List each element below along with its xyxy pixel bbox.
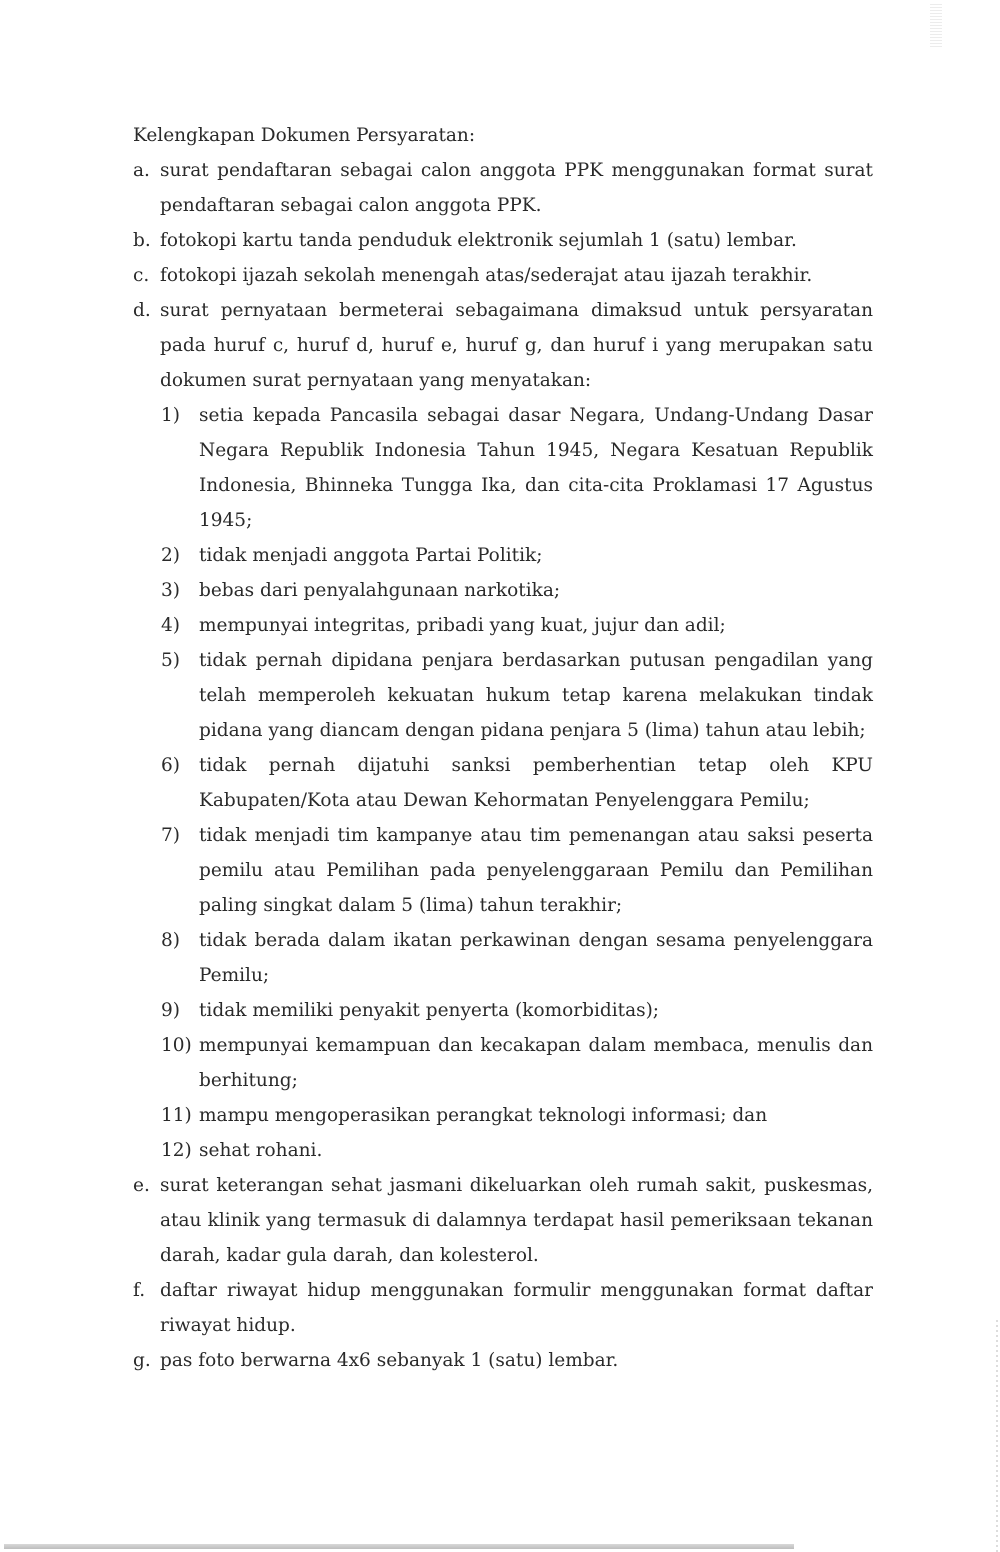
requirement-item-d [133,293,873,398]
subitem-text: tidak pernah dipidana penjara berdasarkan putusan pengadilan yang telah memperoleh kekuatan hukum tetap karena melakukan tindak pidana yang diancam dengan pidana penjara 5 (lima) tahun atau lebih; [199,650,873,741]
subitem-text: setia kepada Pancasila sebagai dasar Negara, Undang-Undang Dasar Negara Republik Indonesia Tahun 1945, Negara Kesatuan Republik Indonesia, Bhinneka Tungga Ika, dan cita-cita Proklamasi 17 Agustus 1945; [199,405,873,531]
subitem-marker: 8) [161,930,180,951]
item-text: fotokopi kartu tanda penduduk elektronik sejumlah 1 (satu) lembar. [160,230,797,251]
statement-item-2 [133,538,873,573]
requirement-item-a [133,153,873,223]
item-marker: f. [133,1280,146,1301]
subitem-marker: 5) [161,650,180,671]
subitem-text: tidak menjadi tim kampanye atau tim pemenangan atau saksi peserta pemilu atau Pemilihan pada penyelenggaraan Pemilu dan Pemilihan paling singkat dalam 5 (lima) tahun terakhir; [199,825,873,916]
subitem-text: tidak berada dalam ikatan perkawinan dengan sesama penyelenggara Pemilu; [199,930,873,986]
requirement-item-g [133,1343,873,1378]
subitem-marker: 11) [161,1105,192,1126]
statement-item-12 [133,1133,873,1168]
item-marker: c. [133,265,150,286]
statement-item-9 [133,993,873,1028]
statement-item-8 [133,923,873,993]
requirement-item-f [133,1273,873,1343]
item-marker: g. [133,1350,151,1371]
subitem-text: tidak pernah dijatuhi sanksi pemberhentian tetap oleh KPU Kabupaten/Kota atau Dewan Kehormatan Penyelenggara Pemilu; [199,755,873,811]
scan-artifact-right [996,1320,998,1552]
subitem-text: tidak menjadi anggota Partai Politik; [199,545,543,566]
item-text: daftar riwayat hidup menggunakan formulir menggunakan format daftar riwayat hidup. [160,1280,873,1336]
subitem-text: mempunyai kemampuan dan kecakapan dalam membaca, menulis dan berhitung; [199,1035,873,1091]
subitem-marker: 10) [161,1035,192,1056]
item-marker: d. [133,300,151,321]
subitem-text: mampu mengoperasikan perangkat teknologi informasi; dan [199,1105,768,1126]
statement-item-11 [133,1098,873,1133]
subitem-marker: 6) [161,755,180,776]
item-text: fotokopi ijazah sekolah menengah atas/sederajat atau ijazah terakhir. [160,265,813,286]
subitem-marker: 3) [161,580,180,601]
statement-item-10 [133,1028,873,1098]
subitem-marker: 1) [161,405,180,426]
statement-item-7 [133,818,873,923]
subitem-text: bebas dari penyalahgunaan narkotika; [199,580,561,601]
requirement-item-b [133,223,873,258]
subitem-marker: 4) [161,615,180,636]
subitem-marker: 9) [161,1000,180,1021]
requirement-item-c [133,258,873,293]
subitem-marker: 2) [161,545,180,566]
item-text: surat pendaftaran sebagai calon anggota PPK menggunakan format surat pendaftaran sebagai calon anggota PPK. [160,160,873,216]
document-heading: Kelengkapan Dokumen Persyaratan: [133,125,476,146]
item-marker: b. [133,230,151,251]
statement-item-6 [133,748,873,818]
item-text: surat keterangan sehat jasmani dikeluarkan oleh rumah sakit, puskesmas, atau klinik yang termasuk di dalamnya terdapat hasil pemeriksaan tekanan darah, kadar gula darah, dan kolesterol. [160,1175,873,1266]
subitem-marker: 12) [161,1140,192,1161]
item-marker: a. [133,160,150,181]
subitem-marker: 7) [161,825,180,846]
statement-item-3 [133,573,873,608]
item-text: surat pernyataan bermeterai sebagaimana dimaksud untuk persyaratan pada huruf c, huruf d, huruf e, huruf g, dan huruf i yang merupakan satu dokumen surat pernyataan yang menyatakan: [160,300,873,391]
statement-item-5 [133,643,873,748]
statement-item-4 [133,608,873,643]
scan-artifact-top [930,4,942,48]
scan-artifact-bottom [4,1544,794,1549]
document-body [133,118,873,1378]
item-text: pas foto berwarna 4x6 sebanyak 1 (satu) lembar. [160,1350,619,1371]
statement-item-1 [133,398,873,538]
subitem-text: mempunyai integritas, pribadi yang kuat, jujur dan adil; [199,615,726,636]
subitem-text: tidak memiliki penyakit penyerta (komorbiditas); [199,1000,660,1021]
statement-sublist [133,398,873,1168]
item-marker: e. [133,1175,150,1196]
subitem-text: sehat rohani. [199,1140,323,1161]
requirement-item-e [133,1168,873,1273]
